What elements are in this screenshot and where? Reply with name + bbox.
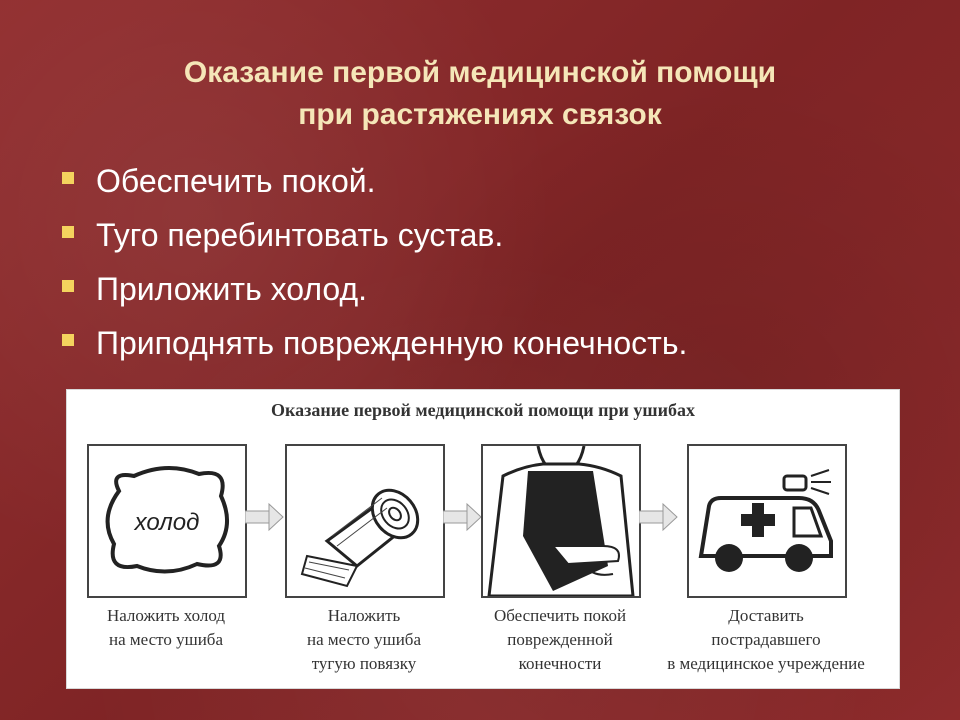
caption-line: на место ушиба (306, 630, 421, 649)
bullet-item (60, 320, 687, 374)
caption-line: Обеспечить покой (493, 606, 627, 625)
arm-sling-icon (483, 446, 639, 596)
bullet-marker (62, 280, 74, 292)
figure-title: Оказание первой медицинской помощи при ушибах (271, 400, 695, 420)
step-caption-cold (61, 604, 271, 652)
caption-line: Наложить (327, 606, 401, 625)
arrow-icon (443, 502, 483, 532)
ambulance-icon (689, 446, 845, 596)
slide-title-line-1: Оказание первой медицинской помощи (183, 56, 777, 89)
caption-line: тугую повязку (311, 654, 417, 673)
step-frame-sling (481, 444, 641, 598)
bullet-marker (62, 334, 74, 346)
bullet-list (60, 158, 687, 374)
caption-line: конечности (518, 654, 602, 673)
bullet-text: Обеспечить покой. (96, 163, 376, 199)
bullet-item (60, 212, 687, 266)
bullet-item (60, 266, 687, 320)
step-frame-bandage (285, 444, 445, 598)
step-frame-cold (87, 444, 247, 598)
caption-line: поврежденной (507, 630, 613, 649)
bullet-text: Приложить холод. (96, 271, 368, 307)
caption-line: пострадавшего (711, 630, 821, 649)
bullet-text: Туго перебинтовать сустав. (96, 217, 504, 253)
caption-line: Наложить холод (106, 606, 226, 625)
step-frame-ambulance (687, 444, 847, 598)
bullet-marker (62, 226, 74, 238)
first-aid-figure (66, 389, 900, 689)
bandage-roll-icon (287, 446, 443, 596)
step-caption-ambulance (661, 604, 871, 676)
step-caption-sling (455, 604, 665, 676)
arrow-icon (245, 502, 285, 532)
slide-title (0, 52, 960, 136)
bullet-marker (62, 172, 74, 184)
caption-line: на место ушиба (108, 630, 223, 649)
step-caption-bandage (259, 604, 469, 676)
slide-title-line-2: при растяжениях связок (298, 98, 662, 131)
caption-line: в медицинское учреждение (667, 654, 865, 673)
arrow-icon (639, 502, 679, 532)
caption-line: Доставить (728, 606, 804, 625)
cold-pack-label: холод (134, 509, 200, 536)
cold-pack-icon (89, 446, 245, 596)
bullet-item (60, 158, 687, 212)
bullet-text: Приподнять поврежденную конечность. (96, 325, 688, 361)
